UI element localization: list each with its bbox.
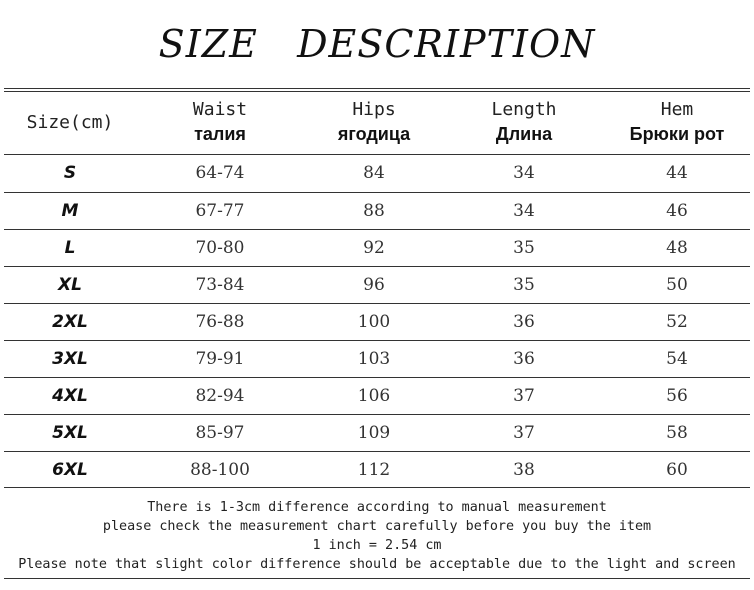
table-row [4, 304, 750, 341]
waist-cell: 76-88 [195, 312, 245, 332]
waist-cell: 73-84 [195, 275, 245, 295]
header-hem [604, 90, 750, 154]
table-row [4, 193, 750, 230]
hem-cell: 48 [666, 238, 688, 258]
page-title: SIZE DESCRIPTION [158, 22, 596, 66]
length-cell: 37 [513, 423, 535, 443]
hips-cell: 92 [363, 238, 385, 258]
hips-cell: 109 [357, 423, 391, 443]
header-waist-ru: талия [194, 124, 246, 144]
header-waist-en: Waist [192, 99, 248, 120]
table-row [4, 378, 750, 415]
table-top-rule [4, 88, 750, 89]
header-size [4, 90, 136, 154]
header-length-en: Length [491, 99, 557, 120]
size-cell: 4XL [52, 386, 88, 406]
note-line: Please note that slight color difference should be acceptable due to the light and screen [18, 557, 736, 572]
waist-cell: 88-100 [190, 460, 250, 480]
notes-block [0, 498, 754, 574]
table-row [4, 267, 750, 304]
hips-cell: 103 [357, 349, 391, 369]
notes-bottom-rule [4, 578, 750, 579]
waist-cell: 85-97 [195, 423, 245, 443]
length-cell: 36 [513, 349, 535, 369]
table-row [4, 415, 750, 452]
length-cell: 35 [513, 275, 535, 295]
table-row [4, 341, 750, 378]
length-cell: 34 [513, 201, 535, 221]
hips-cell: 84 [363, 163, 385, 183]
hem-cell: 58 [666, 423, 688, 443]
header-hips-ru: ягодица [337, 124, 411, 144]
waist-cell: 70-80 [195, 238, 245, 258]
table-row [4, 230, 750, 267]
size-cell: 2XL [52, 312, 88, 332]
header-hem-en: Hem [660, 99, 694, 120]
note-line: please check the measurement chart carefully before you buy the item [102, 519, 652, 534]
header-waist [136, 90, 304, 154]
table-row [4, 155, 750, 192]
hips-cell: 100 [357, 312, 391, 332]
size-cell: 6XL [52, 460, 88, 480]
hem-cell: 46 [666, 201, 688, 221]
hips-cell: 88 [363, 201, 385, 221]
hips-cell: 96 [363, 275, 385, 295]
header-length [444, 90, 604, 154]
hips-cell: 112 [357, 460, 391, 480]
length-cell: 36 [513, 312, 535, 332]
size-cell: XL [58, 275, 82, 295]
size-cell: S [63, 163, 77, 183]
hem-cell: 44 [666, 163, 688, 183]
length-cell: 35 [513, 238, 535, 258]
hem-cell: 52 [666, 312, 688, 332]
size-cell: L [64, 238, 76, 258]
size-cell: 3XL [52, 349, 88, 369]
table-bottom-rule [4, 487, 750, 488]
header-size-label: Size(cm) [26, 111, 114, 133]
header-hips [304, 90, 444, 154]
waist-cell: 82-94 [195, 386, 245, 406]
waist-cell: 64-74 [195, 163, 245, 183]
waist-cell: 67-77 [195, 201, 245, 221]
note-line: There is 1-3cm difference according to manual measurement [147, 500, 607, 515]
size-cell: M [61, 201, 79, 221]
length-cell: 34 [513, 163, 535, 183]
header-hem-ru: Брюки рот [629, 124, 725, 144]
waist-cell: 79-91 [195, 349, 245, 369]
hem-cell: 60 [666, 460, 688, 480]
length-cell: 37 [513, 386, 535, 406]
size-cell: 5XL [52, 423, 88, 443]
note-line: 1 inch = 2.54 cm [312, 538, 442, 553]
hem-cell: 54 [666, 349, 688, 369]
hem-cell: 50 [666, 275, 688, 295]
header-hips-en: Hips [352, 99, 396, 120]
table-header [4, 90, 750, 154]
table-row [4, 452, 750, 489]
length-cell: 38 [513, 460, 535, 480]
header-length-ru: Длина [495, 124, 553, 144]
hips-cell: 106 [357, 386, 391, 406]
hem-cell: 56 [666, 386, 688, 406]
